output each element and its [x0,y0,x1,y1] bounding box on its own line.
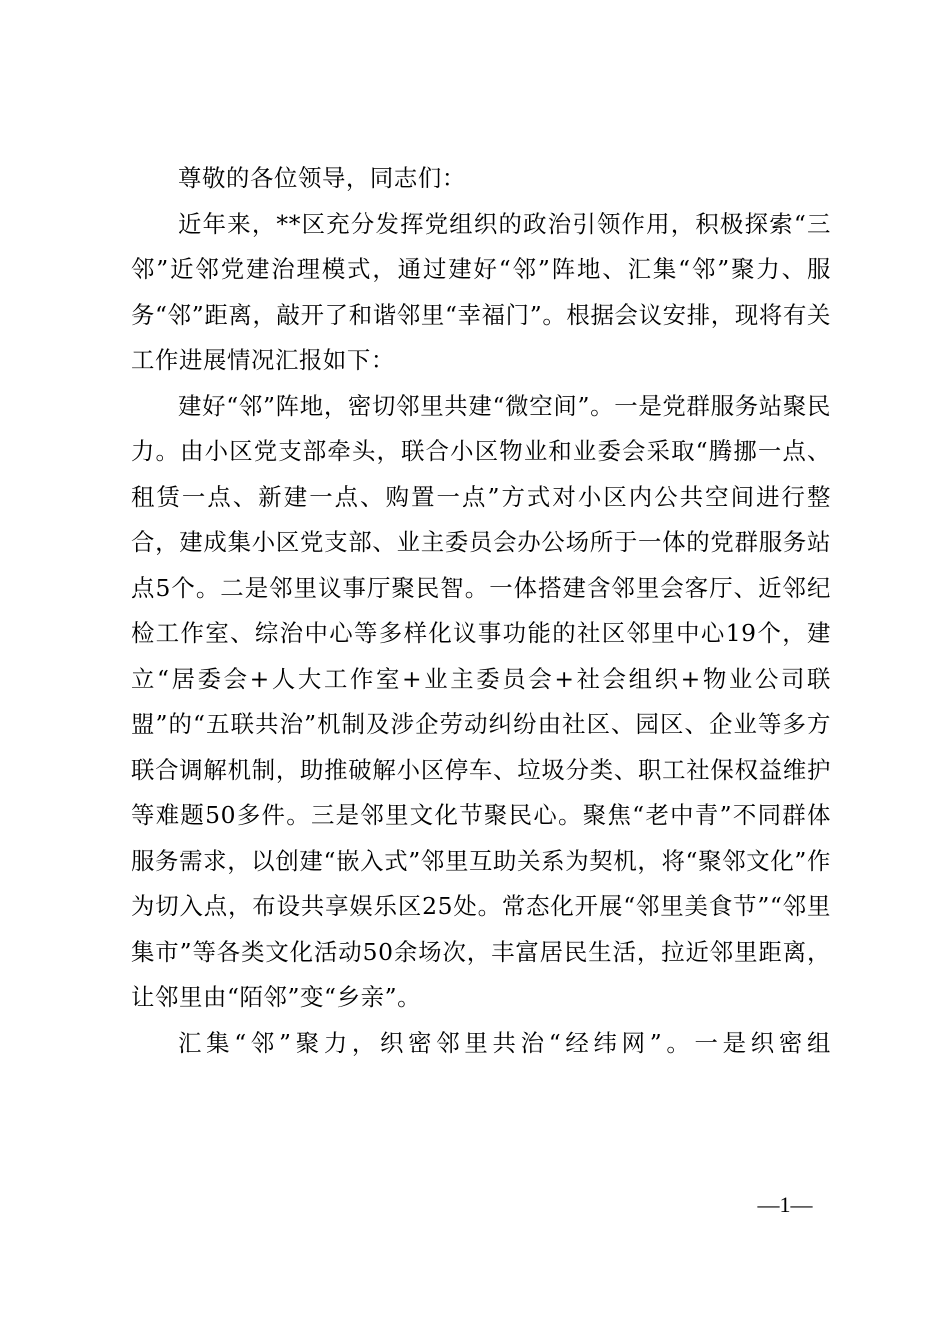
page-number: —1— [757,1192,813,1217]
paragraph-build-position: 建好“邻”阵地，密切邻里共建“微空间”。一是党群服务站聚民力。由小区党支部牵头，联合小区物业和业委会采取“腾挪一点、租赁一点、新建一点、购置一点”方式对小区内公共空间进行整合，建成集小区党支部、业主委员会办公场所于一体的党群服务站点5个。二是邻里议事厅聚民智。一体搭建含邻里会客厅、近邻纪检工作室、综治中心等多样化议事功能的社区邻里中心19个，建立“居委会+人大工作室+业主委员会+社会组织+物业公司联盟”的“五联共治”机制及涉企劳动纠纷由社区、园区、企业等多方联合调解机制，助推破解小区停车、垃圾分类、职工社保权益维护等难题50多件。三是邻里文化节聚民心。聚焦“老中青”不同群体服务需求，以创建“嵌入式”邻里互助关系为契机，将“聚邻文化”作为切入点，布设共享娱乐区25处。常态化开展“邻里美食节”“邻里集市”等各类文化活动50余场次，丰富居民生活，拉近邻里距离，让邻里由“陌邻”变“乡亲”。 [131,391,831,1011]
salutation: 尊敬的各位领导，同志们： [178,164,466,192]
paragraph-gather-strength: 汇集“邻”聚力，织密邻里共治“经纬网”。一是织密组 [178,1028,831,1057]
paragraph-intro: 近年来，**区充分发挥党组织的政治引领作用，积极探索“三邻”近邻党建治理模式，通过建好“邻”阵地、汇集“邻”聚力、服务“邻”距离，敲开了和谐邻里“幸福门”。根据会议安排，现将有关工作进展情况汇报如下： [131,209,831,374]
document-body [131,156,831,1066]
